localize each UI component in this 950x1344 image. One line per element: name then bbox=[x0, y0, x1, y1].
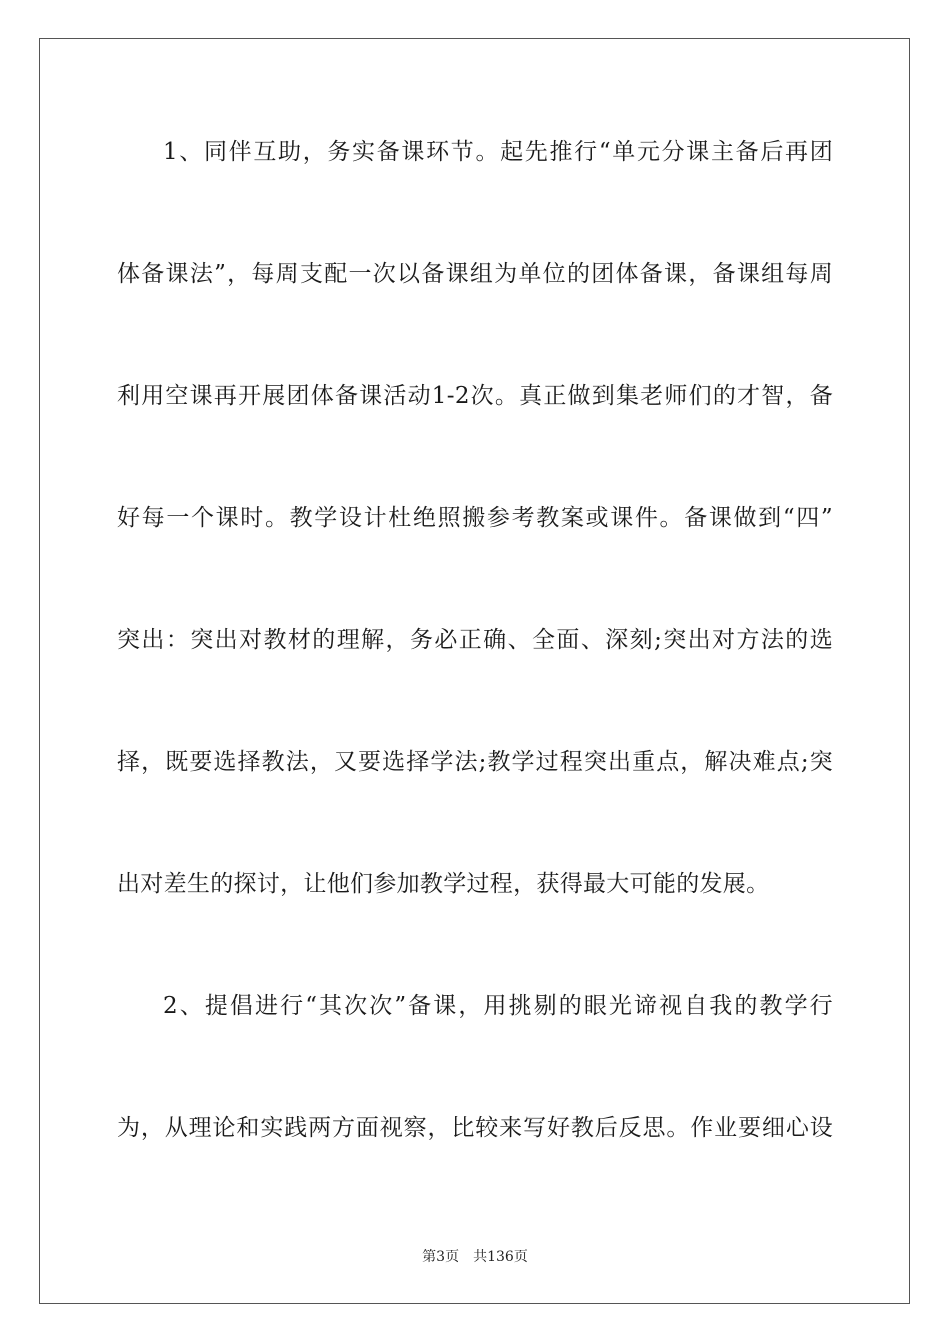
paragraph-line: 2、提倡进行“其次次”备课，用挑剔的眼光谛视自我的教学行 bbox=[163, 993, 833, 1019]
paragraph-line: 择，既要选择教法，又要选择学法;教学过程突出重点，解决难点;突 bbox=[117, 749, 833, 775]
document-body bbox=[117, 118, 833, 1216]
paragraph-line: 好每一个课时。教学设计杜绝照搬参考教案或课件。备课做到“四” bbox=[117, 505, 833, 531]
paragraph-line: 体备课法”，每周支配一次以备课组为单位的团体备课，备课组每周 bbox=[117, 261, 833, 287]
paragraph-line: 利用空课再开展团体备课活动1-2次。真正做到集老师们的才智，备 bbox=[117, 383, 833, 409]
page-footer bbox=[0, 1246, 950, 1266]
paragraph-line: 突出：突出对教材的理解，务必正确、全面、深刻;突出对方法的选 bbox=[117, 627, 833, 653]
page-number: 第3页 bbox=[422, 1249, 460, 1265]
paragraph-line: 出对差生的探讨，让他们参加教学过程，获得最大可能的发展。 bbox=[117, 871, 770, 897]
paragraph-line: 为，从理论和实践两方面视察，比较来写好教后反思。作业要细心设 bbox=[117, 1115, 833, 1141]
page-total: 共136页 bbox=[473, 1249, 528, 1265]
paragraph-line: 1、同伴互助，务实备课环节。起先推行“单元分课主备后再团 bbox=[163, 139, 833, 165]
